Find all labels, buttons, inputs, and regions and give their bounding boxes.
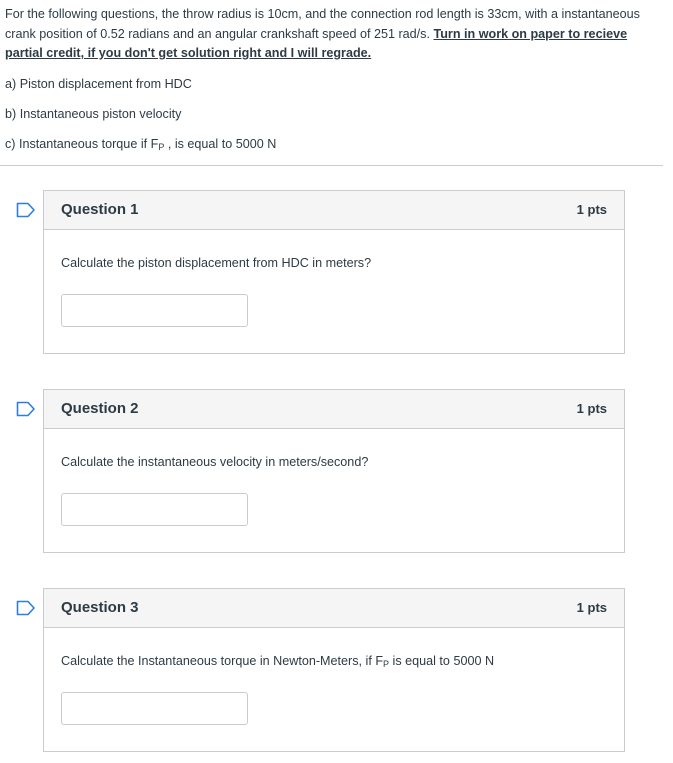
instructions-text [5,5,645,64]
question-points: 1 pts [576,600,607,615]
part-c-subscript: P [158,142,165,152]
question-header [44,191,624,230]
question-text: Calculate the piston displacement from HDC in meters? [61,256,372,270]
flag-question-icon[interactable] [16,401,36,417]
question-header [44,390,624,429]
flag-question-icon[interactable] [16,202,36,218]
question-3 [43,588,625,752]
instructions-emphasis: Turn in work on paper to recieve partial credit, if you don't get solution right and I will regrade. [5,26,628,60]
instructions-body: For the following questions, the throw radius is 10cm, and the connection rod length is 33cm, with a instantaneous crank position of 0.52 radians and an angular crankshaft speed of 251 rad/s. [5,7,640,41]
question-header [44,589,624,628]
divider [0,165,663,166]
flag-question-icon[interactable] [16,600,36,616]
question-text [61,654,494,669]
question-title: Question 1 [61,201,139,218]
question-text: Calculate the instantaneous velocity in meters/second? [61,455,369,469]
answer-input[interactable] [61,294,248,327]
question-2 [43,389,625,553]
part-c-prefix: c) Instantaneous torque if F [5,137,159,151]
question-1 [43,190,625,354]
question-title: Question 2 [61,400,139,417]
question-text-prefix: Calculate the Instantaneous torque in Newton-Meters, if F [61,654,384,668]
part-c-suffix: , is equal to 5000 N [164,137,277,151]
answer-input[interactable] [61,493,248,526]
instructions [5,5,645,64]
question-points: 1 pts [576,202,607,217]
question-points: 1 pts [576,401,607,416]
question-text-suffix: is equal to 5000 N [389,654,495,668]
question-text-subscript: P [383,659,390,669]
part-b: b) Instantaneous piston velocity [5,107,182,121]
part-a: a) Piston displacement from HDC [5,77,192,91]
part-c [5,137,276,152]
answer-input[interactable] [61,692,248,725]
question-title: Question 3 [61,599,139,616]
